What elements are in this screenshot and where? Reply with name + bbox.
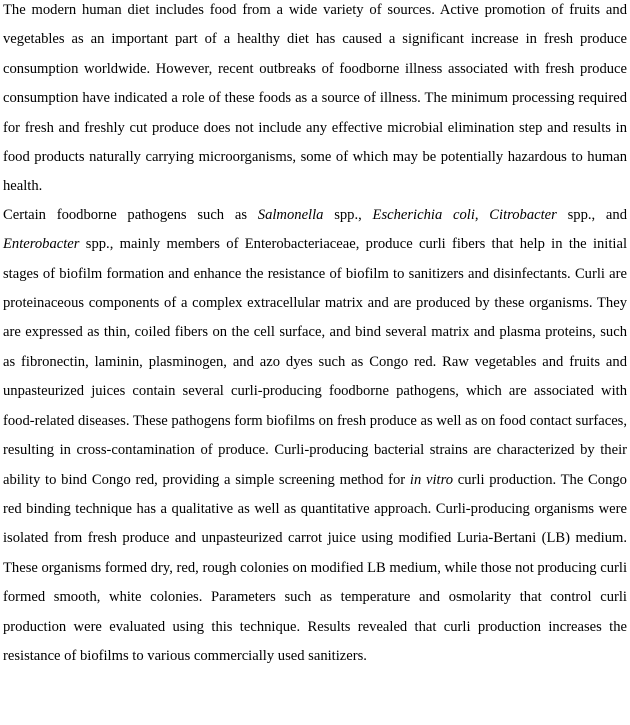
term-in-vitro: in vitro: [409, 471, 454, 488]
document-body: [3, 0, 627, 671]
paragraph-text-segment: spp.,: [323, 206, 373, 223]
paragraph-curli-pathogens: [3, 201, 627, 672]
paragraph-introduction: The modern human diet includes food from a wide variety of sources. Active promotion of fruits and vegetables as an important part of a healthy diet has caused a significant increase in fresh produce consumption worldwide. However, recent outbreaks of foodborne illness associated with fresh produce consumption have indicated a role of these foods as a source of illness. The minimum processing required for fresh and freshly cut produce does not include any effective microbial elimination step and results in food products naturally carrying microorganisms, some of which may be potentially hazardous to human health.: [3, 2, 627, 195]
paragraph-text-segment: curli production. The Congo red binding technique has a qualitative as well as quantitative approach. Curli-producing organisms were isolated from fresh produce and unpasteurized carrot juice using modified Luria-Bertani (LB) medium. These organisms formed dry, red, rough colonies on modified LB medium, while those not producing curli formed smooth, white colonies. Parameters such as temperature and osmolarity that control curli production were evaluated using this technique. Results revealed that curli production increases the resistance of biofilms to various commercially used sanitizers.: [3, 471, 627, 664]
species-name-citrobacter: Citrobacter: [489, 206, 557, 223]
paragraph-text-segment: spp., and: [556, 206, 627, 223]
paragraph-text-segment: Certain foodborne pathogens such as: [3, 206, 258, 223]
species-name-enterobacter: Enterobacter: [3, 236, 80, 253]
species-name-escherichia-coli: Escherichia coli: [372, 206, 475, 223]
paragraph-text-segment: spp., mainly members of Enterobacteriaceae, produce curli fibers that help in the initial stages of biofilm formation and enhance the resistance of biofilm to sanitizers and disinfectants. Curli are proteinaceous components of a complex extracellular matrix and are produced by these organisms. They are expressed as thin, coiled fibers on the cell surface, and bind several matrix and plasma proteins, such as fibronectin, laminin, plasminogen, and azo dyes such as Congo red. Raw vegetables and fruits and unpasteurized juices contain several curli-producing foodborne pathogens, which are associated with food-related diseases. These pathogens form biofilms on fresh produce as well as on food contact surfaces, resulting in cross-contamination of produce. Curli-producing bacterial strains are characterized by their ability to bind Congo red, providing a simple screening method for: [3, 236, 627, 488]
species-name-salmonella: Salmonella: [257, 206, 324, 223]
paragraph-text-segment: ,: [474, 206, 490, 223]
